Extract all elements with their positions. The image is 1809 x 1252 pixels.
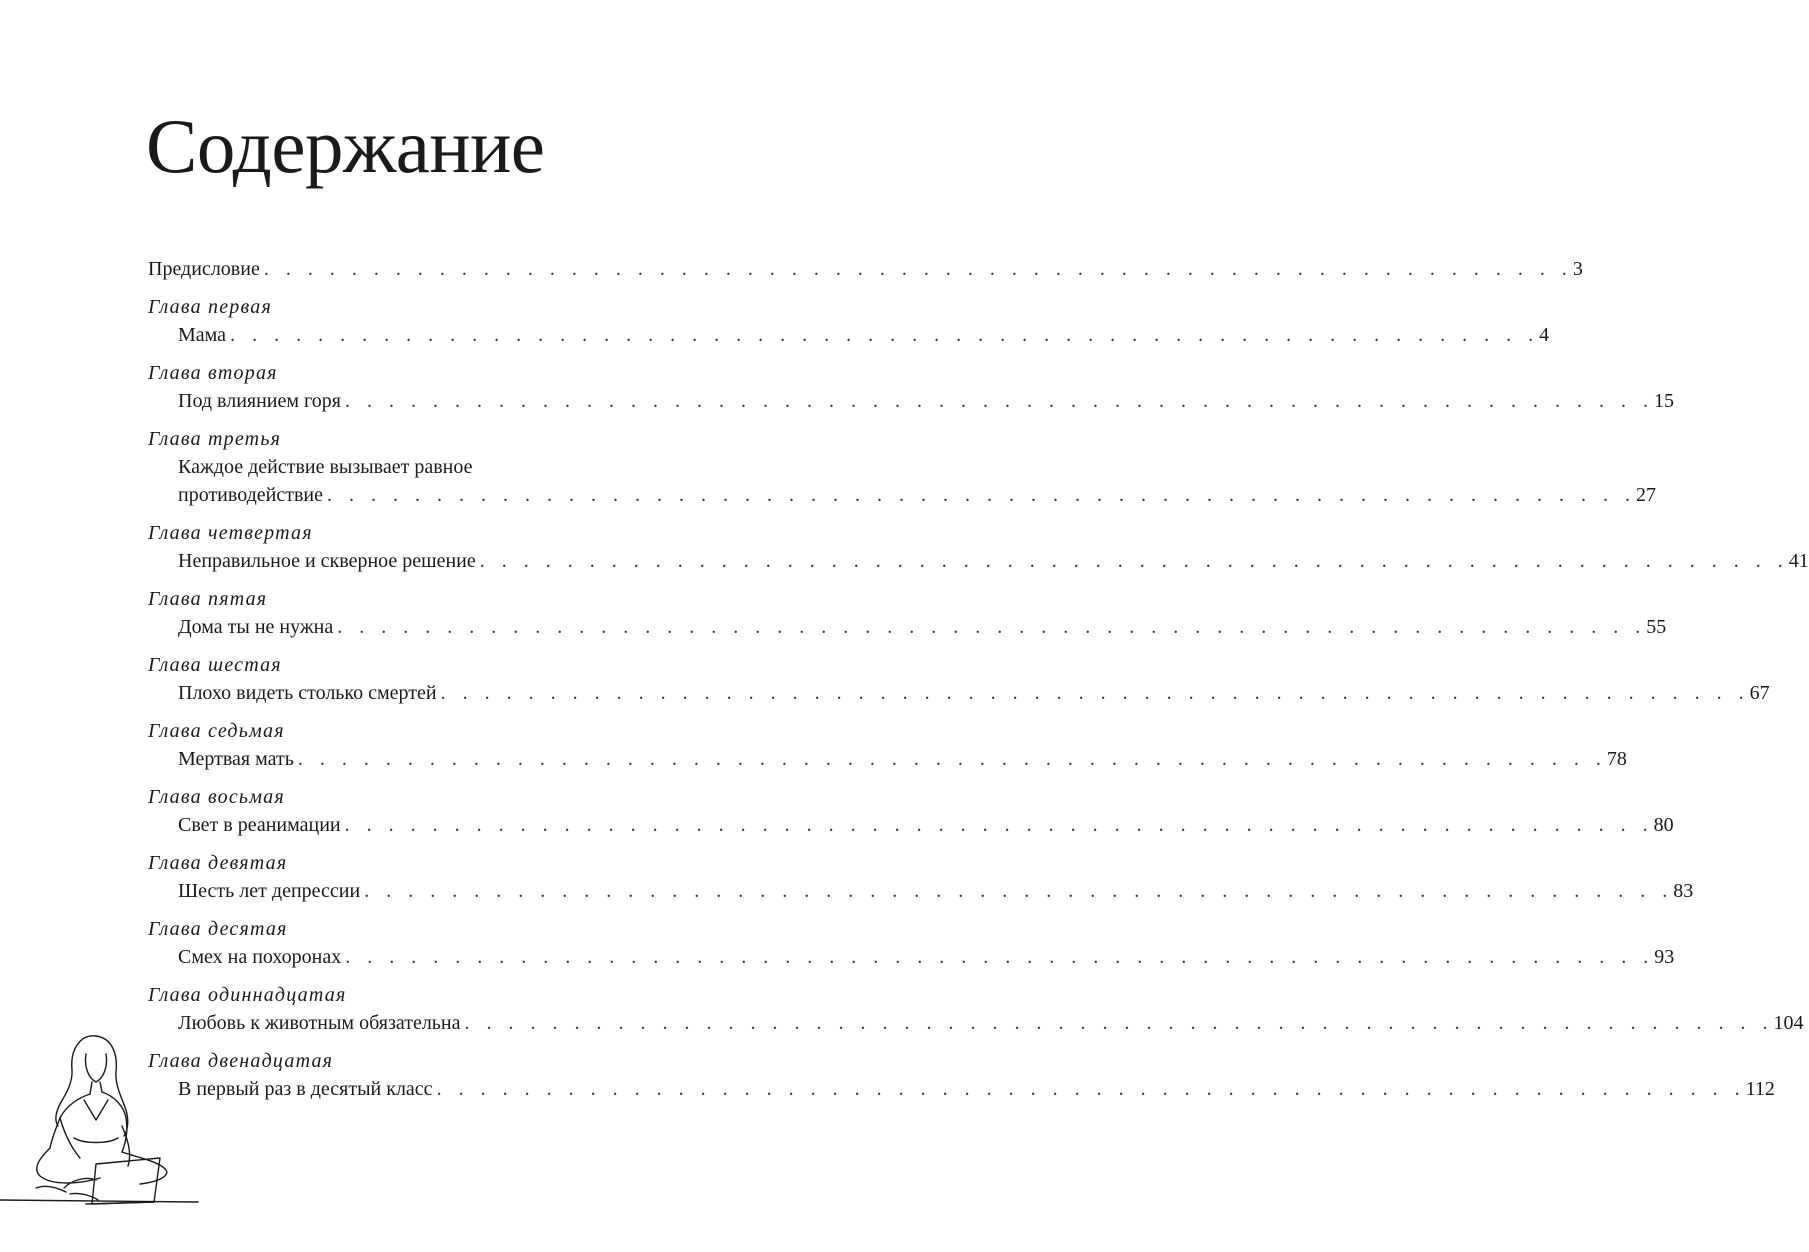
dot-leader: . . . . . . . . . . . . . . . . . . . . . . . . . . . . . . . . . . . . . . . . . . . . . . . . . . . . . . . . . . . .	[345, 946, 1655, 968]
page-number: 104	[1773, 1012, 1804, 1034]
toc-entry[interactable]	[148, 1075, 1775, 1103]
toc-entry[interactable]	[148, 613, 1667, 641]
chapter-3	[148, 425, 1657, 509]
dot-leader: . . . . . . . . . . . . . . . . . . . . . . . . . . . . . . . . . . . . . . . . . . . . . . . . . . . . . . . . . . . .	[436, 1078, 1746, 1100]
chapter-11	[148, 981, 1804, 1037]
toc-entry[interactable]	[148, 1009, 1804, 1037]
chapter-label: Глава четвертая	[148, 522, 313, 544]
entry-title: Под влиянием горя	[178, 390, 341, 412]
toc-entry[interactable]	[148, 321, 1550, 349]
page-number: 55	[1646, 616, 1667, 638]
chapter-10	[148, 915, 1675, 971]
entry-title: В первый раз в десятый класс	[178, 1078, 433, 1100]
chapter-label: Глава седьмая	[148, 720, 285, 742]
page-number: 41	[1788, 550, 1809, 572]
chapter-label: Глава третья	[148, 428, 282, 450]
chapter-label: Глава девятая	[148, 852, 288, 874]
entry-title: Любовь к животным обязательна	[178, 1012, 461, 1034]
entry-title: Дома ты не нужна	[178, 616, 334, 638]
toc-entry[interactable]	[148, 877, 1694, 905]
page-number: 78	[1606, 748, 1627, 770]
chapter-8	[148, 783, 1674, 839]
dot-leader: . . . . . . . . . . . . . . . . . . . . . . . . . . . . . . . . . . . . . . . . . . . . . . . . . . . . . . . . . . . .	[464, 1012, 1774, 1034]
entry-title-line-1: Каждое действие вызывает равное	[178, 456, 473, 478]
woman-with-laptop-line-drawing-icon	[0, 1020, 200, 1210]
chapter-label: Глава пятая	[148, 588, 268, 610]
page-number: 15	[1653, 390, 1674, 412]
chapter-6	[148, 651, 1770, 707]
entry-title: Предисловие	[148, 258, 260, 280]
chapter-1	[148, 293, 1550, 349]
toc-entry-preface[interactable]	[148, 255, 1583, 283]
chapter-label: Глава шестая	[148, 654, 282, 676]
chapter-label: Глава десятая	[148, 918, 288, 940]
dot-leader: . . . . . . . . . . . . . . . . . . . . . . . . . . . . . . . . . . . . . . . . . . . . . . . . . . . . . . . . . . . .	[440, 682, 1750, 704]
toc-entry[interactable]	[148, 547, 1809, 575]
entry-title-line-2: противодействие	[178, 484, 324, 506]
chapter-12	[148, 1047, 1775, 1103]
entry-title: Мама	[178, 324, 227, 346]
page-title: Содержание	[146, 103, 545, 189]
dot-leader: . . . . . . . . . . . . . . . . . . . . . . . . . . . . . . . . . . . . . . . . . . . . . . . . . . . . . . . . . . . .	[263, 258, 1573, 280]
dot-leader: . . . . . . . . . . . . . . . . . . . . . . . . . . . . . . . . . . . . . . . . . . . . . . . . . . . . . . . . . . . .	[479, 550, 1789, 572]
chapter-7	[148, 717, 1627, 773]
entry-title: Неправильное и скверное решение	[178, 550, 476, 572]
page-number: 4	[1539, 324, 1550, 346]
chapter-label: Глава первая	[148, 296, 272, 318]
entry-title: Мертвая мать	[178, 748, 294, 770]
toc-entry[interactable]	[148, 811, 1674, 839]
page-number: 83	[1673, 880, 1694, 902]
chapter-label: Глава одиннадцатая	[148, 984, 347, 1006]
entry-title: Смех на похоронах	[178, 946, 342, 968]
toc-entry[interactable]	[148, 679, 1770, 707]
chapter-label: Глава вторая	[148, 362, 278, 384]
page-number: 80	[1653, 814, 1674, 836]
page-number: 67	[1749, 682, 1770, 704]
entry-title: Шесть лет депрессии	[178, 880, 361, 902]
chapter-5	[148, 585, 1667, 641]
page-number: 112	[1745, 1078, 1775, 1100]
dot-leader: . . . . . . . . . . . . . . . . . . . . . . . . . . . . . . . . . . . . . . . . . . . . . . . . . . . . . . . . . . . .	[337, 616, 1647, 638]
entry-title: Плохо видеть столько смертей	[178, 682, 437, 704]
dot-leader: . . . . . . . . . . . . . . . . . . . . . . . . . . . . . . . . . . . . . . . . . . . . . . . . . . . . . . . . . . . .	[344, 814, 1654, 836]
chapter-label: Глава восьмая	[148, 786, 285, 808]
table-of-contents	[148, 255, 1809, 1113]
dot-leader: . . . . . . . . . . . . . . . . . . . . . . . . . . . . . . . . . . . . . . . . . . . . . . . . . . . . . . . . . . . .	[297, 748, 1607, 770]
dot-leader: . . . . . . . . . . . . . . . . . . . . . . . . . . . . . . . . . . . . . . . . . . . . . . . . . . . . . . . . . . . .	[344, 390, 1654, 412]
chapter-9	[148, 849, 1694, 905]
chapter-label: Глава двенадцатая	[148, 1050, 334, 1072]
page-number: 93	[1654, 946, 1675, 968]
toc-entry[interactable]	[148, 453, 1657, 509]
dot-leader: . . . . . . . . . . . . . . . . . . . . . . . . . . . . . . . . . . . . . . . . . . . . . . . . . . . . . . . . . . . .	[327, 484, 1637, 506]
chapter-2	[148, 359, 1674, 415]
toc-entry[interactable]	[148, 943, 1675, 971]
page-number: 3	[1572, 258, 1583, 280]
entry-title-line-2-row	[178, 481, 1657, 509]
dot-leader: . . . . . . . . . . . . . . . . . . . . . . . . . . . . . . . . . . . . . . . . . . . . . . . . . . . . . . . . . . . .	[364, 880, 1674, 902]
toc-entry[interactable]	[148, 387, 1674, 415]
dot-leader: . . . . . . . . . . . . . . . . . . . . . . . . . . . . . . . . . . . . . . . . . . . . . . . . . . . . . . . . . . . .	[230, 324, 1540, 346]
page-number: 27	[1636, 484, 1657, 506]
toc-entry[interactable]	[148, 745, 1627, 773]
chapter-4	[148, 519, 1809, 575]
entry-title: Свет в реанимации	[178, 814, 341, 836]
